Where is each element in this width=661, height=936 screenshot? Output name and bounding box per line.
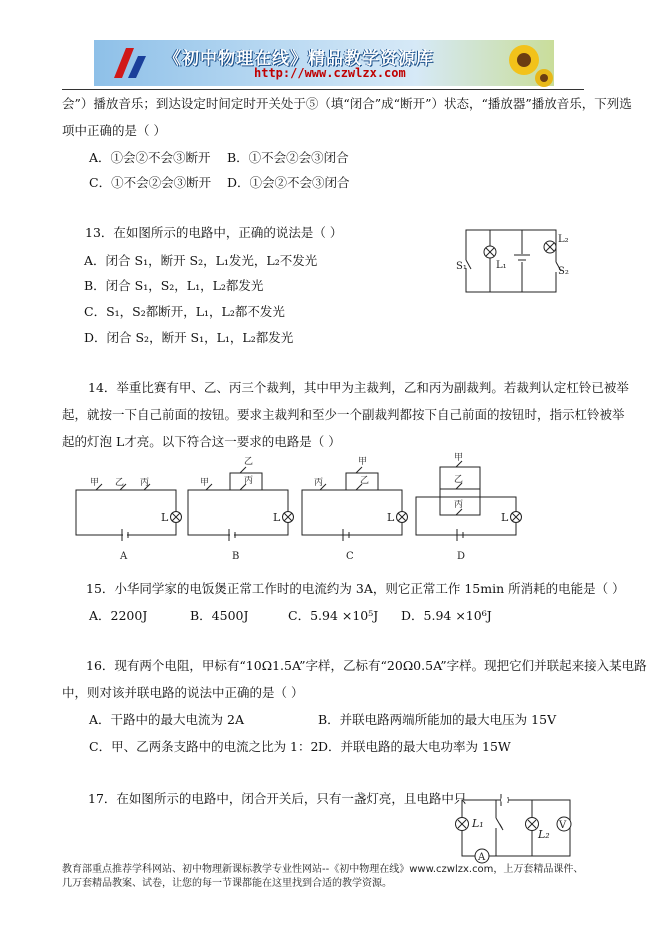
q14-b-label-jia: 甲 <box>200 478 210 488</box>
q12-continuation: 会”）播放音乐；到达设定时间定时开关处于⑤（填“闭合”成“断开”）状态，“播放器”播放音乐，下列选 <box>62 96 632 111</box>
q13-option-c: C．S₁，S₂都断开，L₁，L₂都不发光 <box>84 304 285 319</box>
sunflower-image <box>500 40 550 86</box>
q14-circuit-a <box>70 455 185 562</box>
q13-label-s2: S₂ <box>558 266 569 277</box>
q15-option-b: B．4500J <box>190 608 249 623</box>
q13-option-d: D．闭合 S₂，断开 S₁，L₁，L₂都发光 <box>84 330 294 345</box>
q14-circuit-c <box>296 455 411 562</box>
q16-option-c: C．甲、乙两条支路中的电流之比为 1：2 <box>89 739 319 754</box>
q14-a-label-bing: 丙 <box>140 478 150 488</box>
q15-option-a: A．2200J <box>89 608 148 623</box>
footer-line: 教育部重点推荐学科网站、初中物理新课标教学专业性网站--《初中物理在线》www.czwlzx.com，上万套精品课件、 <box>62 864 584 875</box>
q16-stem: 中，则对该并联电路的说法中正确的是（ ） <box>62 685 304 700</box>
q14-label-a: A <box>120 551 128 562</box>
q14-label-b: B <box>232 551 240 562</box>
q13-stem: 13．在如图所示的电路中，正确的说法是（ ） <box>85 225 343 240</box>
q14-c-label-bing: 丙 <box>314 478 324 488</box>
q16-option-d: D．并联电路的最大电功率为 15W <box>318 739 511 754</box>
site-banner <box>94 40 554 86</box>
q13-option-b: B．闭合 S₁，S₂，L₁，L₂都发光 <box>84 278 264 293</box>
header-rule <box>62 89 584 90</box>
q15-stem: 15．小华同学家的电饭煲正常工作时的电流约为 3A，则它正常工作 15min 所消耗的电能是（ ） <box>86 581 625 596</box>
q17-label-l2: L₂ <box>538 828 550 841</box>
footer-line: 几万套精品教案、试卷，让您的每一节课都能在这里找到合适的教学资源。 <box>62 878 392 889</box>
q16-option-a: A．干路中的最大电流为 2A <box>89 712 244 727</box>
q15-option-c: C．5.94 ×10⁵J <box>288 608 379 623</box>
page-footer <box>62 863 583 891</box>
q14-circuit-b <box>182 455 297 562</box>
q13-label-l1: L₁ <box>496 260 507 271</box>
q14-a-label-yi: 乙 <box>115 478 125 488</box>
q13-circuit-diagram <box>450 222 569 297</box>
q14-b-label-yi: 乙 <box>244 457 254 467</box>
q14-stem: 14．举重比赛有甲、乙、丙三个裁判，其中甲为主裁判，乙和丙为副裁判。若裁判认定杠铃已被举 <box>88 380 629 395</box>
banner-url: http://www.czwlzx.com <box>254 66 406 80</box>
q14-b-label-bing: 丙 <box>244 476 254 486</box>
q14-a-label-jia: 甲 <box>90 478 100 488</box>
q14-b-label-lamp: L <box>273 511 281 524</box>
q14-c-label-yi: 乙 <box>360 476 370 486</box>
q14-d-label-jia: 甲 <box>454 453 464 463</box>
q16-stem: 16．现有两个电阻，甲标有“10Ω1.5A”字样，乙标有“20Ω0.5A”字样。现把它们并联起来接入某电路 <box>86 658 647 673</box>
q13-option-a: A．闭合 S₁，断开 S₂，L₁发光，L₂不发光 <box>84 253 318 268</box>
q16-option-b: B．并联电路两端所能加的最大电压为 15V <box>318 712 557 727</box>
q13-label-s1: S₁ <box>456 261 467 272</box>
q17-ammeter-label: A <box>478 852 486 863</box>
q12-option-a: A．①会②不会③断开 <box>89 150 211 165</box>
q12-option-d: D．①会②不会③闭合 <box>227 175 350 190</box>
q17-circuit-diagram <box>452 792 577 867</box>
logo-icon <box>104 40 164 86</box>
q17-stem: 17．在如图所示的电路中，闭合开关后，只有一盏灯亮，且电路中只 <box>88 791 467 806</box>
q14-d-label-yi: 乙 <box>454 475 464 485</box>
q14-stem: 起，就按一下自己前面的按钮。要求主裁判和至少一个副裁判都按下自己前面的按钮时，指示杠铃被举 <box>62 407 625 422</box>
q12-option-c: C．①不会②会③断开 <box>89 175 212 190</box>
q14-circuit-d <box>410 453 525 562</box>
q14-d-label-lamp: L <box>501 511 509 524</box>
q14-c-label-lamp: L <box>387 511 395 524</box>
q17-label-l1: L₁ <box>472 817 484 830</box>
q13-label-l2: L₂ <box>558 234 569 245</box>
q12-option-b: B．①不会②会③闭合 <box>227 150 349 165</box>
q17-voltmeter-label: V <box>559 820 567 831</box>
q12-continuation: 项中正确的是（ ） <box>62 123 166 138</box>
q14-label-d: D <box>457 551 466 562</box>
q14-a-label-lamp: L <box>161 511 169 524</box>
q14-label-c: C <box>346 551 354 562</box>
banner-title: 《初中物理在线》精品教学资源库 <box>164 49 434 69</box>
q14-d-label-bing: 丙 <box>454 500 464 510</box>
q15-option-d: D．5.94 ×10⁶J <box>401 608 492 623</box>
q14-c-label-jia: 甲 <box>358 457 368 467</box>
q14-stem: 起的灯泡 L才亮。以下符合这一要求的电路是（ ） <box>62 434 341 449</box>
